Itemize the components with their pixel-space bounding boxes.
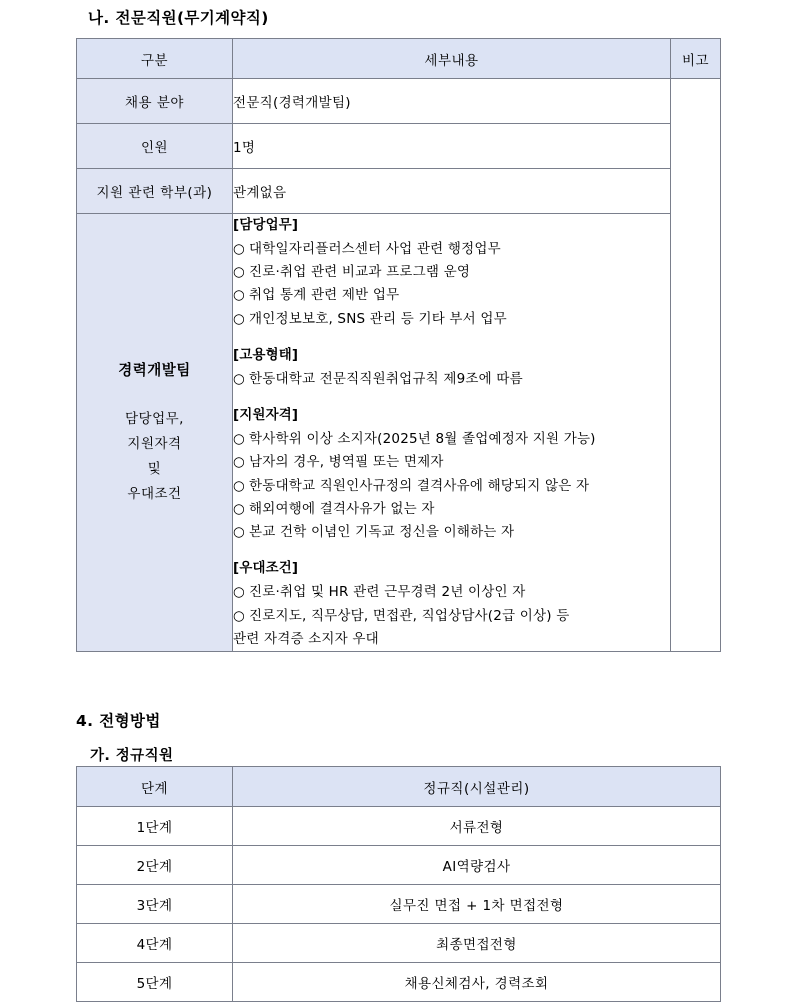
column-header-stage: 단계 — [77, 767, 233, 807]
section-4-heading: 4. 전형방법 — [76, 712, 161, 730]
detail-label-line: 지원자격 — [127, 435, 182, 452]
circle-bullet-icon: ○ — [233, 584, 245, 601]
list-item — [233, 238, 670, 261]
row-value-department: 관계없음 — [233, 169, 671, 214]
list-item — [233, 605, 670, 628]
table-row — [77, 963, 721, 1002]
detail-label-line: 우대조건 — [127, 485, 182, 502]
table-row — [77, 885, 721, 924]
list-item — [233, 521, 670, 544]
row-label-headcount: 인원 — [77, 124, 233, 169]
stage-method: 최종면접전형 — [233, 924, 721, 963]
table-row — [77, 124, 721, 169]
list-item — [233, 475, 670, 498]
circle-bullet-icon: ○ — [233, 524, 245, 541]
label-spacer — [77, 385, 232, 407]
table-row — [77, 169, 721, 214]
row-label-recruit-field: 채용 분야 — [77, 79, 233, 124]
list-item-text: 대학일자리플러스센터 사업 관련 행정업무 — [249, 241, 501, 258]
detail-row-label — [77, 214, 233, 652]
circle-bullet-icon: ○ — [233, 431, 245, 448]
section-b-heading: 나. 전문직원(무기계약직) — [88, 9, 269, 27]
list-item-text: 본교 건학 이념인 기독교 정신을 이해하는 자 — [249, 524, 515, 541]
section-title: [고용형태] — [233, 347, 299, 363]
section-4-sub-heading: 가. 정규직원 — [90, 748, 174, 764]
list-item-text: 학사학위 이상 소지자(2025년 8월 졸업예정자 지원 가능) — [249, 431, 596, 448]
stage-label: 2단계 — [77, 846, 233, 885]
detail-team-name: 경력개발팀 — [118, 363, 191, 380]
circle-bullet-icon: ○ — [233, 264, 245, 281]
column-header-position: 정규직(시설관리) — [233, 767, 721, 807]
list-item — [233, 284, 670, 307]
detail-row-content — [233, 214, 671, 652]
list-item — [233, 581, 670, 604]
table-header-row — [77, 39, 721, 79]
stage-label: 5단계 — [77, 963, 233, 1002]
detail-label-line: 담당업무, — [125, 410, 184, 427]
row-label-department: 지원 관련 학부(과) — [77, 169, 233, 214]
table-row — [77, 846, 721, 885]
table-row — [77, 79, 721, 124]
stage-method: AI역량검사 — [233, 846, 721, 885]
list-item — [233, 308, 670, 331]
table-row — [77, 924, 721, 963]
row-value-recruit-field: 전문직(경력개발팀) — [233, 79, 671, 124]
list-item-text: 진로·취업 관련 비교과 프로그램 운영 — [249, 264, 471, 281]
section-preferred — [233, 557, 670, 651]
circle-bullet-icon: ○ — [233, 287, 245, 304]
list-item-continuation: 관련 자격증 소지자 우대 — [233, 630, 379, 647]
section-duties — [233, 214, 670, 331]
circle-bullet-icon: ○ — [233, 241, 245, 258]
circle-bullet-icon: ○ — [233, 477, 245, 494]
column-header-category: 구분 — [77, 39, 233, 79]
remarks-cell — [671, 79, 721, 652]
section-title: [지원자격] — [233, 408, 299, 424]
list-item-text: 취업 통계 관련 제반 업무 — [249, 287, 400, 304]
stage-method: 채용신체검사, 경력조회 — [233, 963, 721, 1002]
table-row — [77, 807, 721, 846]
list-item-text: 남자의 경우, 병역필 또는 면제자 — [249, 454, 444, 471]
stage-label: 1단계 — [77, 807, 233, 846]
table-header-row — [77, 767, 721, 807]
list-item-text: 한동대학교 전문직직원취업규칙 제9조에 따름 — [249, 370, 523, 387]
column-header-remarks: 비고 — [671, 39, 721, 79]
list-item — [233, 368, 670, 391]
stage-method: 실무진 면접 + 1차 면접전형 — [233, 885, 721, 924]
stage-method: 서류전형 — [233, 807, 721, 846]
list-item — [233, 261, 670, 284]
circle-bullet-icon: ○ — [233, 454, 245, 471]
circle-bullet-icon: ○ — [233, 370, 245, 387]
section-qualifications — [233, 404, 670, 544]
circle-bullet-icon: ○ — [233, 607, 245, 624]
column-header-details: 세부내용 — [233, 39, 671, 79]
section-title: [우대조건] — [233, 561, 299, 577]
list-item-text: 한동대학교 직원인사규정의 결격사유에 해당되지 않은 자 — [249, 477, 590, 494]
section-employment-type — [233, 344, 670, 391]
list-item-text: 개인정보보호, SNS 관리 등 기타 부서 업무 — [249, 310, 507, 327]
list-item — [233, 428, 670, 451]
row-value-headcount: 1명 — [233, 124, 671, 169]
list-item-text: 진로지도, 직무상담, 면접관, 직업상담사(2급 이상) 등 — [249, 607, 570, 624]
circle-bullet-icon: ○ — [233, 310, 245, 327]
section-title: [담당업무] — [233, 218, 299, 233]
circle-bullet-icon: ○ — [233, 500, 245, 517]
stage-label: 3단계 — [77, 885, 233, 924]
list-item — [233, 498, 670, 521]
stage-label: 4단계 — [77, 924, 233, 963]
list-item-text: 해외여행에 결격사유가 없는 자 — [249, 500, 435, 517]
detail-label-line: 및 — [147, 460, 162, 477]
list-item-text: 진로·취업 및 HR 관련 근무경력 2년 이상인 자 — [249, 584, 526, 601]
list-item — [233, 451, 670, 474]
selection-stages-table — [76, 766, 721, 1002]
recruitment-detail-table — [76, 38, 721, 652]
table-row-detail — [77, 214, 721, 652]
